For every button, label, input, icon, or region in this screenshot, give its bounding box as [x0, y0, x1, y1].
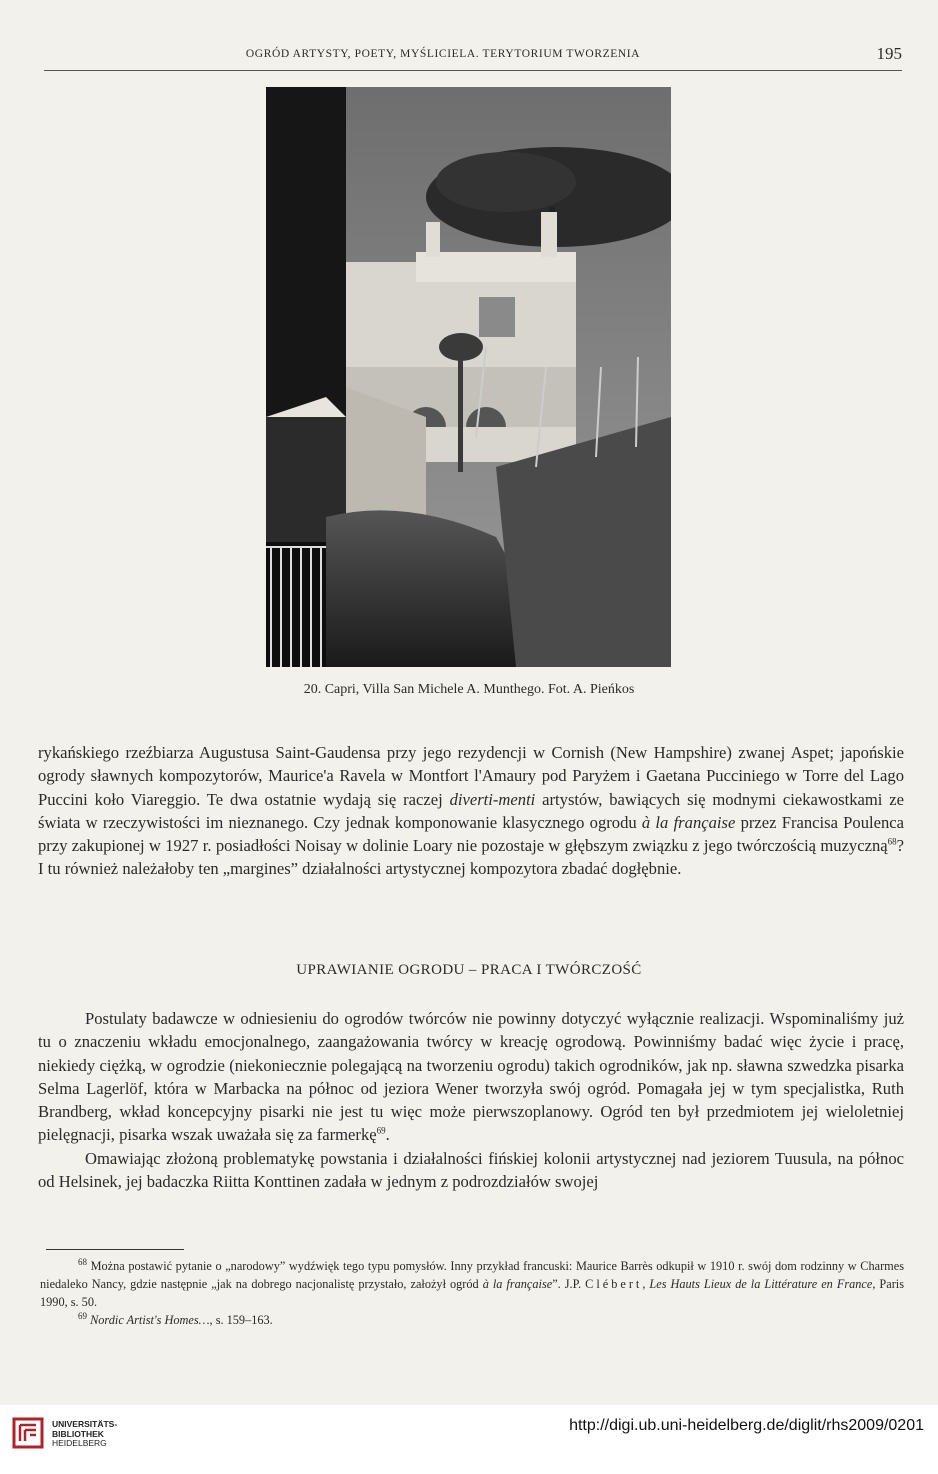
- villa-photograph: [266, 87, 671, 667]
- footnote-ref[interactable]: 69: [376, 1125, 386, 1136]
- running-head: OGRÓD ARTYSTY, POETY, MYŚLICIELA. TERYTORIUM TWORZENIA: [245, 48, 641, 60]
- footnote-69: $^{69}$ Nordic Artist's Homes…, s. 159–163.: [78, 1310, 273, 1327]
- footnote-68: $^{68}$ Można postawić pytanie o „narodowy” wydźwięk tego typu pomysłów. Inny przykład francuski: Maurice Barrès odkupił w 1910 r. swój dom rodzinny w Charmes niedaleko Nancy, gdzie następnie „jak na dobrego nacjonalistę przystało, założył ogród à la française”. J.P. Clébert, Les Hauts Lieux de la Littérature en France, Paris 1990, s. 50.: [40, 1256, 904, 1309]
- section-heading: UPRAWIANIE OGRODU – PRACA I TWÓRCZOŚĆ: [296, 962, 642, 978]
- page-number: 195: [876, 44, 902, 63]
- digitization-footer: [0, 1405, 938, 1474]
- paragraph: Postulaty badawcze w odniesieniu do ogrodów twórców nie powinny dotyczyć wyłącznie realizacji. Wspominaliśmy już tu o znaczeniu wkładu emocjonalnego, zaangażowania twórcy w kreację ogrodową. Powinniśmy badać więc życie i pracę, niekiedy ciężką, w ogrodzie (niekoniecznie polegającą na tworzeniu ogrodu) takich ogrodników, jak np. sławna szwedzka pisarka Selma Lagerlöf, która w Marbacka na północ od jeziora Wener tworzyła swój ogród. Pomagała jej w tym specjalistka, Ruth Brandberg, wkład koncepcyjny pisarki nie jest tu więc może pierwszoplanowy. Ogród ten był przedmiotem jej wieloletniej pielęgnacji, pisarka wszak uważała się za farmerkę$^{69}$.: [38, 1009, 904, 1145]
- page-header: [44, 44, 902, 71]
- figure-caption: 20. Capri, Villa San Michele A. Munthego. Fot. A. Pieńkos: [303, 682, 635, 697]
- footnote-divider: [46, 1249, 184, 1250]
- source-url-link[interactable]: http://digi.ub.uni-heidelberg.de/diglit/rhs2009/0201: [569, 1417, 924, 1434]
- library-name: UNIVERSITÄTS- BIBLIOTHEK HEIDELBERG: [52, 1419, 118, 1448]
- footnotes: [40, 1257, 904, 1329]
- paragraph: Omawiając złożoną problematykę powstania i działalności fińskiej kolonii artystycznej nad jeziorem Tuusula, na północ od Helsinek, jej badaczka Riitta Konttinen zadała w jednym z podrozdziałów swojej: [38, 1148, 904, 1192]
- library-logo-icon: [12, 1417, 44, 1449]
- paragraph: rykańskiego rzeźbiarza Augustusa Saint-Gaudensa przy jego rezydencji w Cornish (New Hampshire) zwanej Aspet; japońskie ogrody sławnych kompozytorów, Maurice'a Ravela w Montfort l'Amaury pod Paryżem i Gaetana Pucciniego w Torre del Lago Puccini koło Viareggio. Te dwa ostatnie wydają się raczej diverti-menti artystów, bawiących się modnymi ciekawostkami ze świata w rzeczywistości im nieznanego. Czy jednak komponowanie klasycznego ogrodu à la française przez Francisa Poulenca przy zakupionej w 1927 r. posiadłości Noisay w dolinie Loary nie pozostaje w głębszym związku z jego twórczością muzyczną$^{68}$? I tu również należałoby ten „margines” działalności artystycznej kompozytora zbadać dogłębnie.: [38, 743, 904, 879]
- body-text-lower: [38, 1007, 904, 1193]
- footnote-ref[interactable]: 68: [887, 836, 897, 847]
- body-text-upper: [38, 741, 904, 881]
